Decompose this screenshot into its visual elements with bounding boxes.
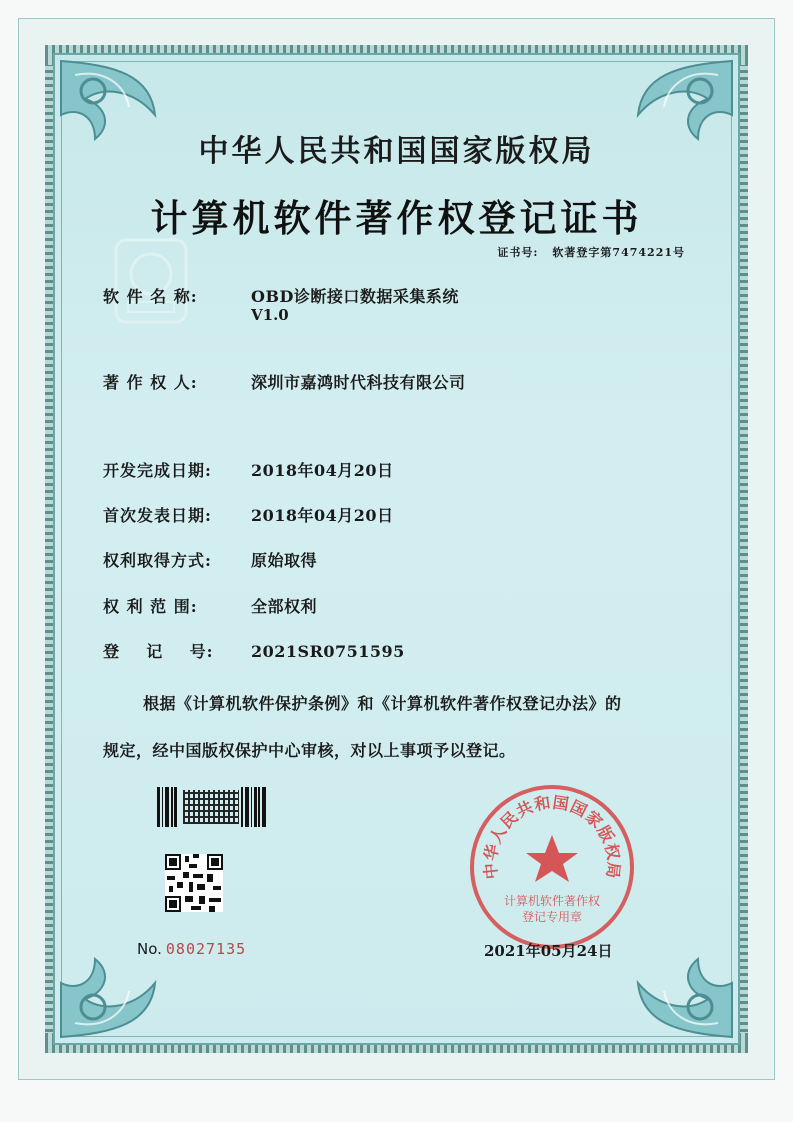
software-name-row [103,284,459,307]
official-seal-icon [468,783,636,951]
issue-date: 2021年05月24日 [484,942,613,960]
registration-number-value: 2021SR0751595 [251,642,405,661]
copyright-owner-label: 著 作 权 人: [103,373,198,392]
copyright-owner-row [103,370,466,393]
software-name-value: OBD诊断接口数据采集系统 [251,287,459,306]
seal-ring-text: 中华人民共和国国家版权局 [480,792,624,881]
serial-number-prefix: No. [137,940,162,958]
legal-basis-paragraph: 根据《计算机软件保护条例》和《计算机软件著作权登记办法》的 [143,694,622,713]
software-name-label: 软 件 名 称: [103,287,198,306]
publication-date-value: 2018年04月20日 [251,506,394,525]
certificate-title: 计算机软件著作权登记证书 [150,196,643,240]
serial-number [137,940,246,958]
rights-scope-label: 权 利 范 围: [103,597,198,616]
legal-basis-paragraph-continued: 规定，经中国版权保护中心审核，对以上事项予以登记。 [103,741,516,760]
acquisition-method-row [103,548,317,571]
seal-line-2: 登记专用章 [521,910,583,924]
development-date-label: 开发完成日期: [103,461,212,480]
watermark-emblem-icon [112,236,190,326]
publication-date-row [103,503,394,526]
publication-date-label: 首次发表日期: [103,506,212,525]
certificate-number [497,244,685,260]
registration-number-label: 登 记 号: [103,642,214,661]
seal-line-1: 计算机软件著作权 [503,894,601,908]
rights-scope-value: 全部权利 [251,597,318,616]
development-date-value: 2018年04月20日 [251,461,394,480]
corner-ornament-icon [618,923,738,1043]
registration-number-row [103,639,405,662]
software-version-value: V1.0 [251,306,289,324]
copyright-owner-value: 深圳市嘉鸿时代科技有限公司 [251,373,466,392]
rights-scope-row [103,594,317,617]
acquisition-method-value: 原始取得 [251,551,318,570]
serial-number-value: 08027135 [165,940,247,958]
qr-code-icon [165,854,223,912]
acquisition-method-label: 权利取得方式: [103,551,212,570]
barcode-icon [157,787,273,827]
issuing-authority: 中华人民共和国国家版权局 [198,134,595,169]
certificate-number-label: 证书号: [497,246,539,259]
development-date-row [103,458,394,481]
certificate-number-value: 软著登字第7474221号 [552,246,685,259]
